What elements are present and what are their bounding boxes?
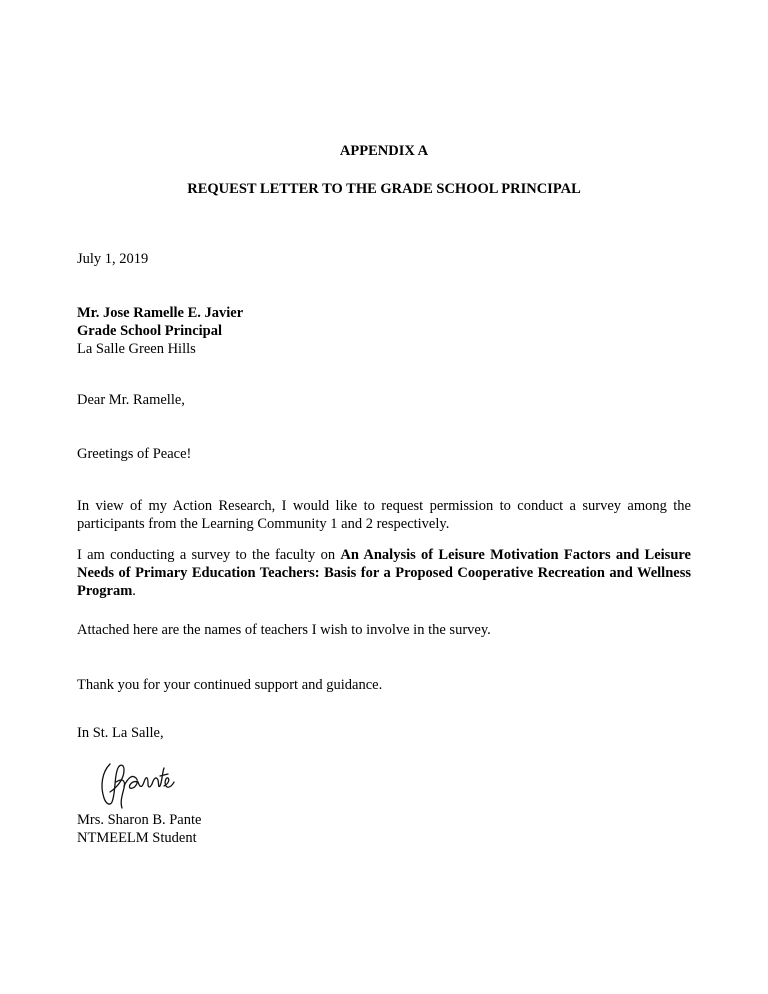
paragraph-attachment: Attached here are the names of teachers I wish to involve in the survey.: [77, 622, 491, 638]
recipient-name: Mr. Jose Ramelle E. Javier: [77, 305, 244, 321]
paragraph-survey: [77, 546, 691, 600]
salutation: Dear Mr. Ramelle,: [77, 392, 185, 408]
letter-title: REQUEST LETTER TO THE GRADE SCHOOL PRINCIPAL: [187, 181, 581, 197]
recipient-block: [77, 304, 691, 358]
survey-end: .: [132, 583, 136, 599]
survey-intro: I am conducting a survey to the faculty on: [77, 547, 341, 563]
sender-role: NTMEELM Student: [77, 830, 197, 846]
appendix-heading: APPENDIX A: [339, 143, 429, 159]
greeting: Greetings of Peace!: [77, 446, 192, 462]
sender-block: [77, 811, 691, 847]
recipient-position: Grade School Principal: [77, 323, 222, 339]
signature: [96, 758, 176, 810]
letter-date: July 1, 2019: [77, 251, 149, 267]
study-title: An Analysis of Leisure Motivation Factors and Leisure Needs of Primary Education Teachers: Basis for a Proposed Cooperative Recreation and Wellness Program: [77, 547, 691, 599]
recipient-school: La Salle Green Hills: [77, 341, 196, 357]
paragraph-request: In view of my Action Research, I would like to request permission to conduct a survey among the participants from the Learning Community 1 and 2 respectively.: [77, 498, 691, 532]
thanks-line: Thank you for your continued support and guidance.: [77, 677, 383, 693]
closing-line: In St. La Salle,: [77, 725, 164, 741]
sender-name: Mrs. Sharon B. Pante: [77, 812, 202, 828]
